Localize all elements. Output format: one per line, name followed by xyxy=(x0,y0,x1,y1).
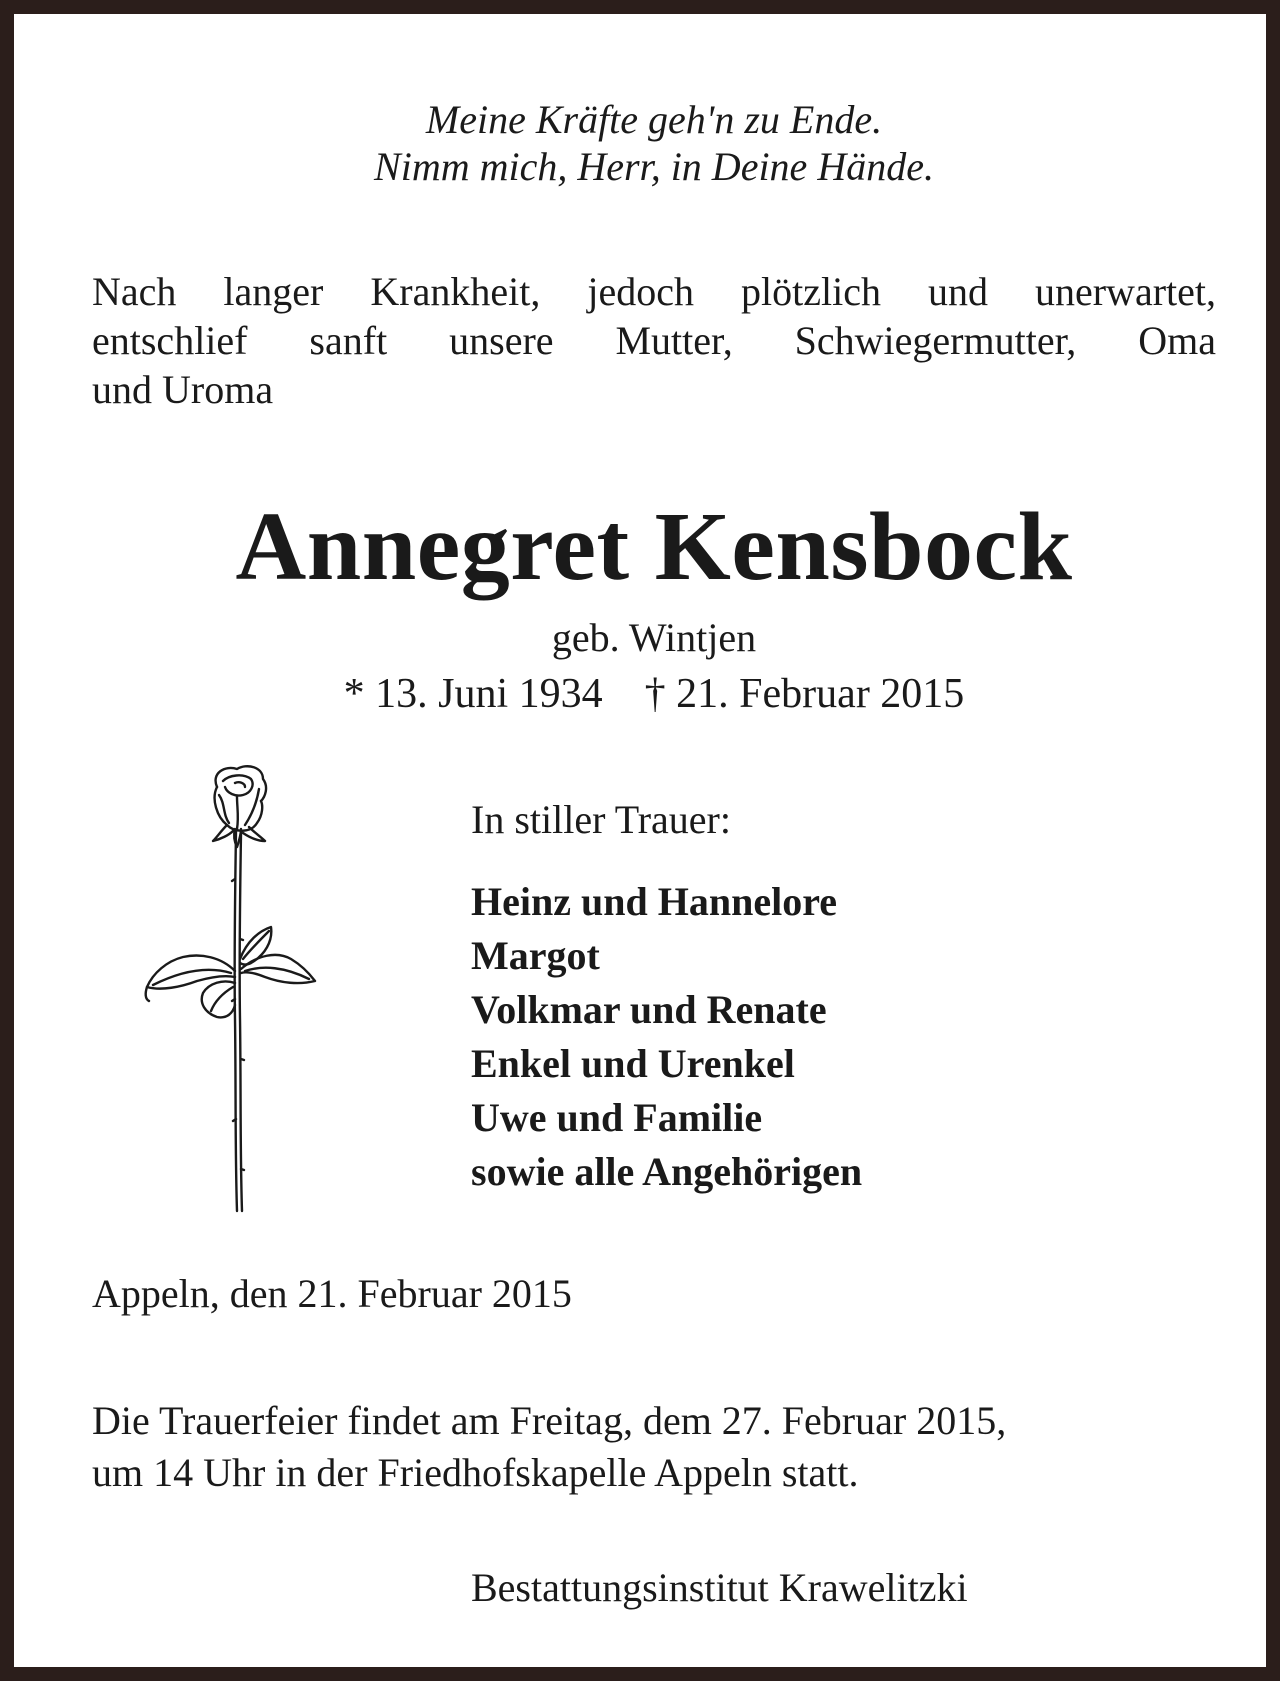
motto-line-1: Meine Kräfte geh'n zu Ende. xyxy=(425,97,883,142)
mourner-entry: sowie alle Angehörigen xyxy=(471,1149,863,1194)
service-line-2: um 14 Uhr in der Friedhofskapelle Appeln statt. xyxy=(92,1450,859,1495)
deceased-name: Annegret Kensbock xyxy=(235,493,1073,601)
place-and-date: Appeln, den 21. Februar 2015 xyxy=(92,1271,572,1316)
intro-text xyxy=(92,267,1216,414)
motto-line-2: Nimm mich, Herr, in Deine Hände. xyxy=(374,144,934,189)
life-dates: * 13. Juni 1934 † 21. Februar 2015 xyxy=(343,671,965,717)
mourner-entry: Uwe und Familie xyxy=(471,1095,763,1140)
mourner-entry: Volkmar und Renate xyxy=(471,987,827,1032)
motto xyxy=(14,96,1280,190)
intro-line-2: entschlief sanft unsere Mutter, Schwiegermutter, Oma xyxy=(92,318,1216,363)
rose-icon xyxy=(139,759,324,1214)
intro-line-3: und Uroma xyxy=(92,367,274,412)
mourners-list xyxy=(471,875,862,1199)
undertaker-name: Bestattungsinstitut Krawelitzki xyxy=(471,1565,968,1610)
maiden-name: geb. Wintjen xyxy=(551,615,757,660)
mourner-entry: Enkel und Urenkel xyxy=(471,1041,795,1086)
service-line-1: Die Trauerfeier findet am Freitag, dem 27. Februar 2015, xyxy=(92,1398,1007,1443)
funeral-service-info xyxy=(92,1395,1006,1499)
intro-line-1: Nach langer Krankheit, jedoch plötzlich und unerwartet, xyxy=(92,269,1216,314)
mourning-label: In stiller Trauer: xyxy=(471,797,731,842)
mourner-entry: Heinz und Hannelore xyxy=(471,879,837,924)
mourner-entry: Margot xyxy=(471,933,600,978)
